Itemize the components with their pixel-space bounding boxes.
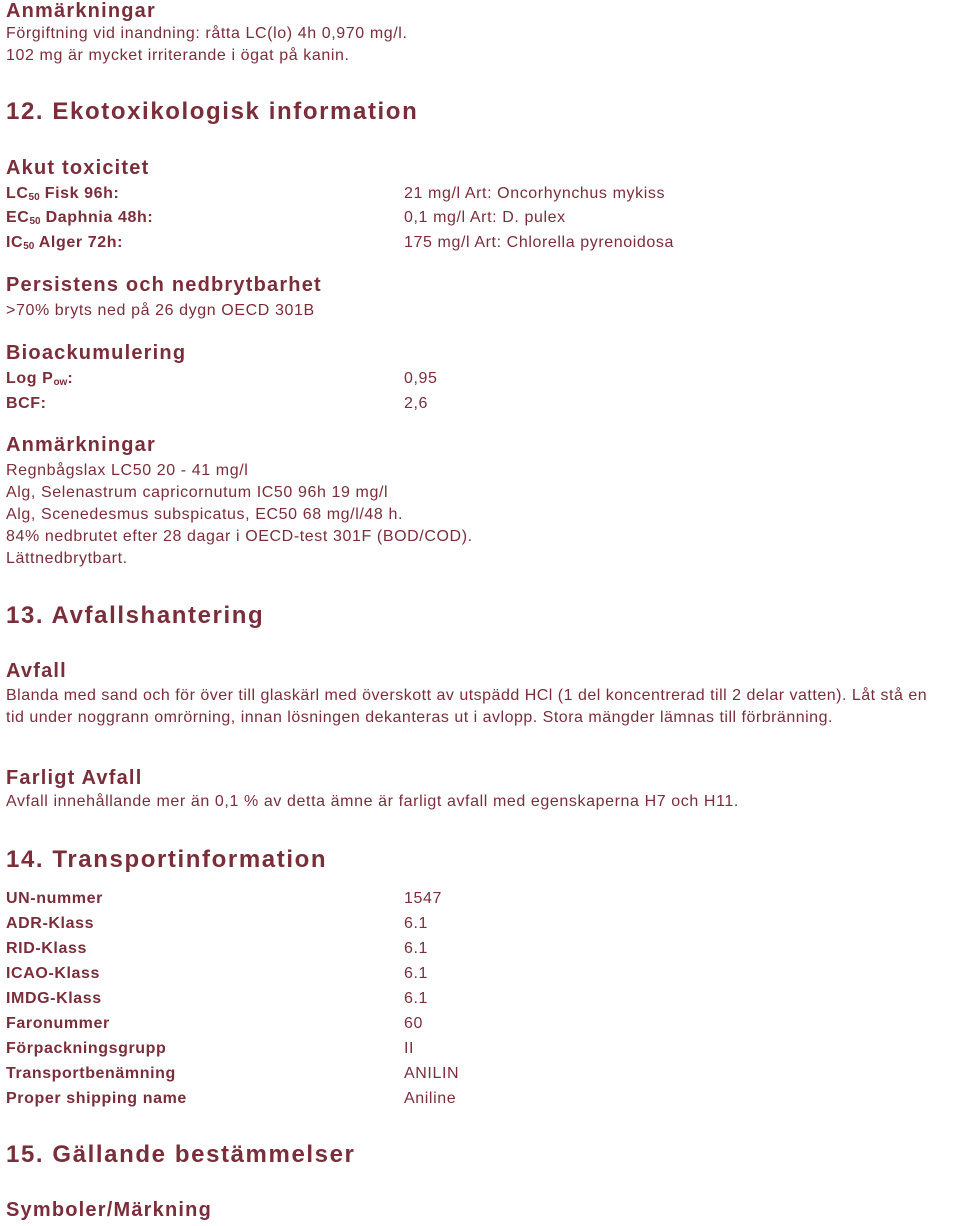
remarks-line: Regnbågslax LC50 20 - 41 mg/l xyxy=(6,462,249,479)
transport-label: ICAO-Klass xyxy=(6,965,101,982)
acute-row-label: $LC_{50}$ Fisk 96h: xyxy=(6,185,120,203)
transport-label: UN-nummer xyxy=(6,890,103,907)
symbols-heading: Symboler/Märkning xyxy=(6,1199,212,1221)
acute-toxicity-heading: Akut toxicitet xyxy=(6,157,150,179)
section-15-title: 15. Gällande bestämmelser xyxy=(6,1141,356,1168)
transport-value: ANILIN xyxy=(404,1065,460,1082)
transport-value: Aniline xyxy=(404,1090,457,1107)
acute-row-value: 175 mg/l Art: Chlorella pyrenoidosa xyxy=(404,234,675,251)
bioaccumulation-heading: Bioackumulering xyxy=(6,342,187,364)
transport-label: RID-Klass xyxy=(6,940,87,957)
transport-label: IMDG-Klass xyxy=(6,990,102,1007)
transport-label: ADR-Klass xyxy=(6,915,95,932)
persistence-heading: Persistens och nedbrytbarhet xyxy=(6,274,322,296)
remarks-line: Lättnedbrytbart. xyxy=(6,550,128,567)
waste-heading: Avfall xyxy=(6,660,67,682)
transport-label: Faronummer xyxy=(6,1015,110,1032)
logp-value: 0,95 xyxy=(404,370,438,387)
section-12-title: 12. Ekotoxikologisk information xyxy=(6,98,419,125)
remarks-line: 84% nedbrutet efter 28 dagar i OECD-test 301F (BOD/COD). xyxy=(6,528,473,545)
transport-label: Transportbenämning xyxy=(6,1065,176,1082)
bcf-label: BCF: xyxy=(6,395,47,412)
persistence-text: >70% bryts ned på 26 dygn OECD 301B xyxy=(6,302,315,319)
transport-value: 60 xyxy=(404,1015,423,1032)
remarks-heading: Anmärkningar xyxy=(6,0,156,22)
transport-value: 6.1 xyxy=(404,990,429,1007)
hazardous-waste-text: Avfall innehållande mer än 0,1 % av detta ämne är farligt avfall med egenskaperna H7 och H11. xyxy=(6,793,739,810)
transport-value: 6.1 xyxy=(404,965,429,982)
hazardous-waste-heading: Farligt Avfall xyxy=(6,767,143,789)
section-13-title: 13. Avfallshantering xyxy=(6,602,265,629)
transport-label: Förpackningsgrupp xyxy=(6,1040,167,1057)
transport-value: 6.1 xyxy=(404,915,429,932)
transport-value: 6.1 xyxy=(404,940,429,957)
acute-row-value: 21 mg/l Art: Oncorhynchus mykiss xyxy=(404,185,666,202)
acute-row-value: 0,1 mg/l Art: D. pulex xyxy=(404,209,566,226)
acute-row-label: $EC_{50}$ Daphnia 48h: xyxy=(6,209,154,227)
remarks-heading: Anmärkningar xyxy=(6,434,156,456)
remarks-line: 102 mg är mycket irriterande i ögat på kanin. xyxy=(6,47,350,64)
logp-label: Log $P_{ow}$: xyxy=(6,370,74,388)
acute-row-label: $IC_{50}$ Alger 72h: xyxy=(6,234,124,252)
transport-value: II xyxy=(404,1040,415,1057)
waste-text: Blanda med sand och för över till glaskärl med överskott av utspädd HCl (1 del koncentrerad till 2 delar vatten). Låt stå en tid under noggrann omrörning, innan lösningen dekanteras ut i avlopp. Stora mängder lämnas till förbränning. xyxy=(6,687,928,726)
transport-value: 1547 xyxy=(404,890,442,907)
section-14-title: 14. Transportinformation xyxy=(6,846,328,873)
remarks-line: Alg, Selenastrum capricornutum IC50 96h 19 mg/l xyxy=(6,484,389,501)
transport-label: Proper shipping name xyxy=(6,1090,187,1107)
remarks-line: Alg, Scenedesmus subspicatus, EC50 68 mg/l/48 h. xyxy=(6,506,404,523)
bcf-value: 2,6 xyxy=(404,395,429,412)
remarks-line: Förgiftning vid inandning: råtta LC(lo) 4h 0,970 mg/l. xyxy=(6,25,408,42)
